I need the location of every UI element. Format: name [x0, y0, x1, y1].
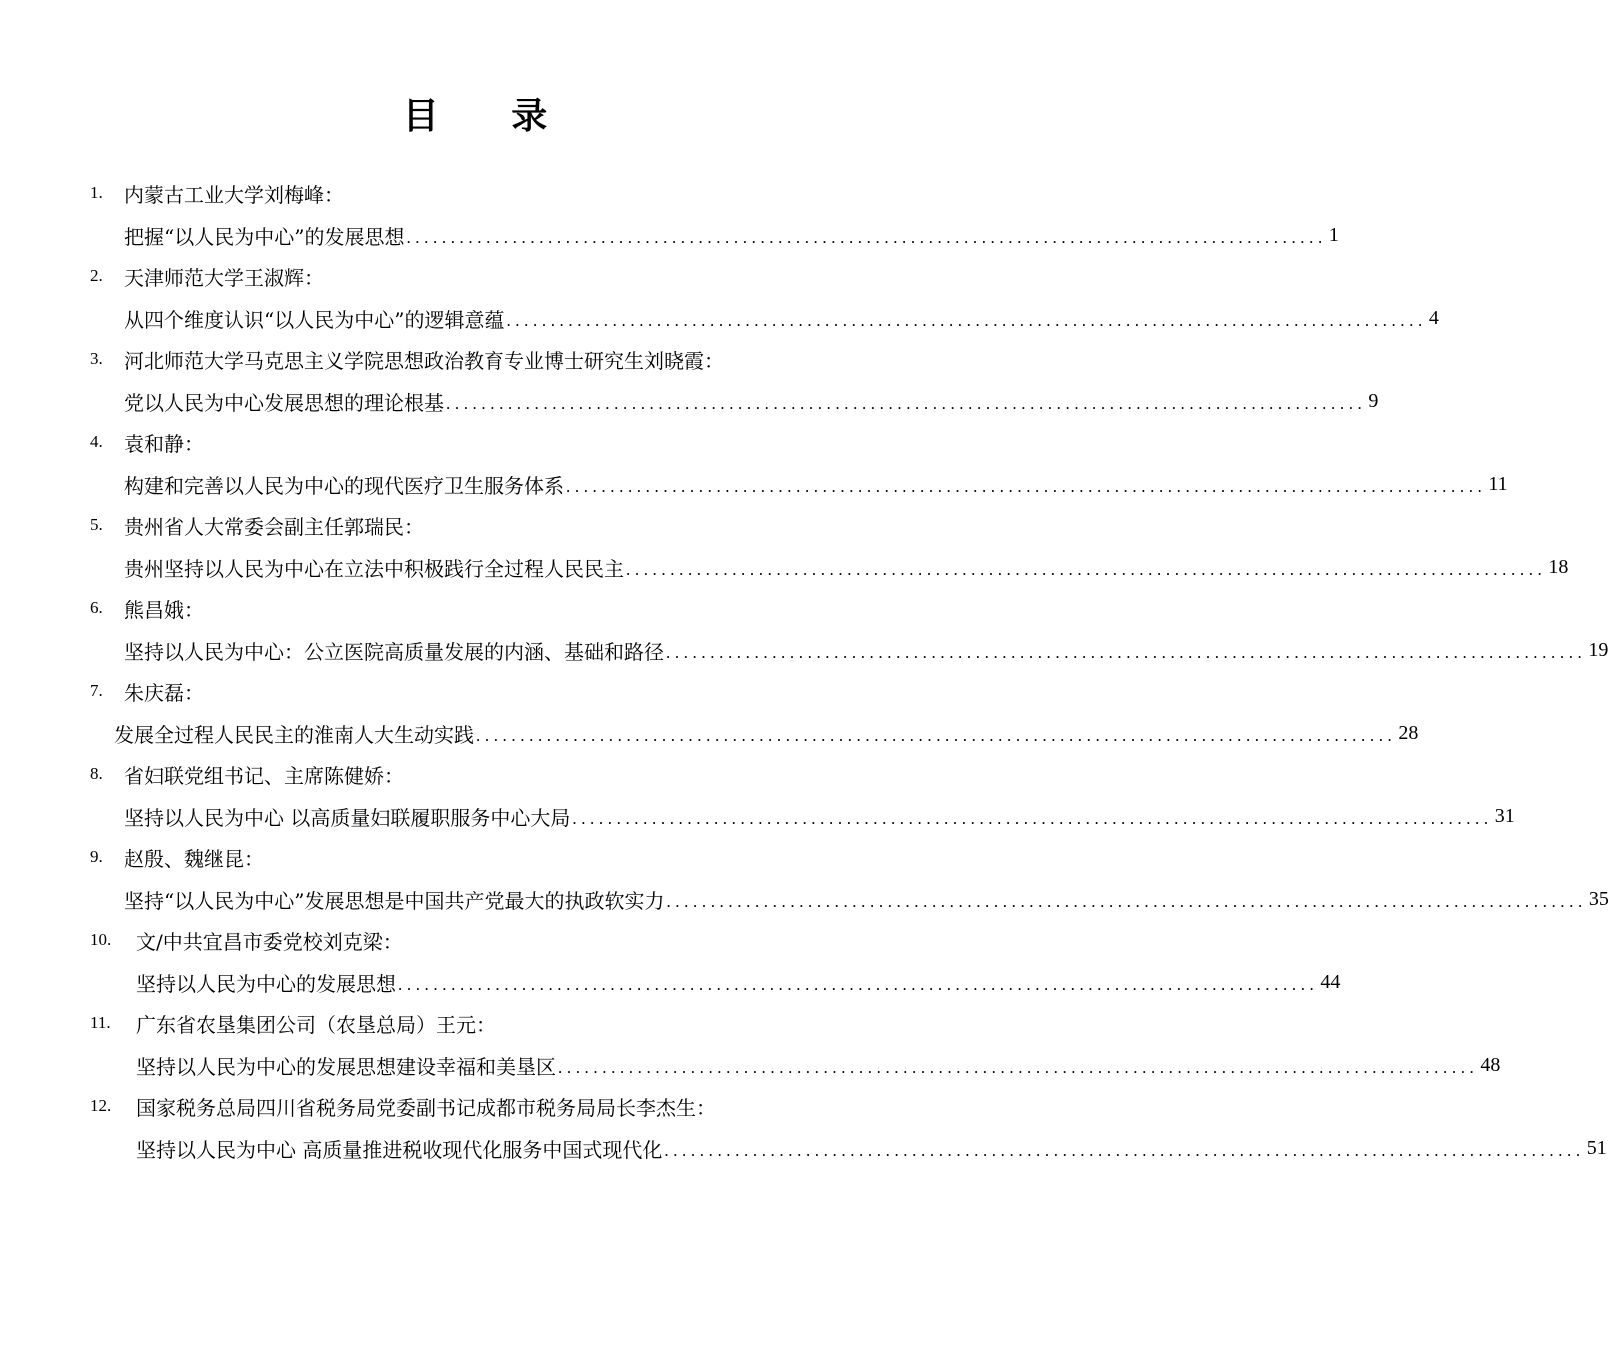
toc-page-number: 44	[1320, 970, 1341, 993]
toc-leader-dots: ........................................................................................................	[398, 975, 1319, 994]
toc-entry-number: 9.	[90, 847, 103, 866]
toc-entry-line[interactable]	[136, 1050, 1501, 1080]
toc-leader-dots: ........................................................................................................	[626, 560, 1547, 579]
toc-entry-author: 广东省农垦集团公司（农垦总局）王元：	[136, 1012, 496, 1037]
toc-entry-line[interactable]	[124, 220, 1339, 250]
toc-page-number: 35	[1588, 887, 1609, 910]
toc-leader-dots: ........................................................................................................	[558, 1058, 1479, 1077]
toc-entry-head	[90, 1091, 716, 1121]
toc-page-number: 9	[1368, 389, 1379, 412]
toc-entry-line[interactable]	[124, 469, 1508, 499]
toc-entry[interactable]	[90, 172, 1339, 255]
toc-entry-title: 坚持以人民为中心的发展思想	[136, 971, 396, 996]
toc-entry-author: 河北师范大学马克思主义学院思想政治教育专业博士研究生刘晓霞：	[124, 348, 724, 373]
toc-entry-head	[90, 344, 724, 374]
toc-entry[interactable]	[90, 587, 1609, 670]
toc-entry-head	[90, 1008, 496, 1038]
toc-entry-title: 从四个维度认识“以人民为中心”的逻辑意蕴	[124, 307, 505, 332]
toc-entry-author: 熊昌娥：	[124, 597, 204, 622]
toc-entry-head	[90, 593, 204, 623]
toc-entry-title: 发展全过程人民民主的淮南人大生动实践	[114, 722, 474, 747]
page-title: 目 录	[402, 96, 578, 137]
toc-leader-dots: ........................................................................................................	[666, 892, 1587, 911]
toc-entry-author: 贵州省人大常委会副主任郭瑞民：	[124, 514, 424, 539]
toc-leader-dots: ........................................................................................................	[406, 228, 1327, 247]
toc-page-number: 28	[1398, 721, 1419, 744]
toc-entry-author: 赵殷、魏继昆：	[124, 846, 264, 871]
toc-page-number: 18	[1548, 555, 1569, 578]
toc-entry-author: 国家税务总局四川省税务局党委副书记成都市税务局局长李杰生：	[136, 1095, 716, 1120]
toc-entry[interactable]	[90, 1002, 1501, 1085]
toc-entry-author: 袁和静：	[124, 431, 204, 456]
toc-entry-number: 1.	[90, 183, 103, 202]
toc-entry-number: 8.	[90, 764, 103, 783]
toc-entry-line[interactable]	[114, 718, 1419, 748]
toc-entry-line[interactable]	[124, 303, 1439, 333]
toc-page-number: 48	[1480, 1053, 1501, 1076]
toc-leader-dots: ........................................................................................................	[664, 1141, 1585, 1160]
toc-entry-author: 天津师范大学王淑辉：	[124, 265, 324, 290]
toc-entry-line[interactable]	[124, 801, 1515, 831]
toc-entry-head	[90, 759, 404, 789]
toc-entry-number: 2.	[90, 266, 103, 285]
toc-entry-author: 省妇联党组书记、主席陈健娇：	[124, 763, 404, 788]
toc-page-number: 19	[1588, 638, 1609, 661]
toc-page-number: 51	[1586, 1136, 1607, 1159]
toc-entry-head	[90, 427, 204, 457]
toc-leader-dots: ........................................................................................................	[572, 809, 1493, 828]
toc-entry-number: 11.	[90, 1013, 111, 1032]
toc-entry-title: 坚持以人民为中心 以高质量妇联履职服务中心大局	[124, 805, 571, 830]
toc-entry-author: 文/中共宜昌市委党校刘克梁：	[136, 929, 403, 954]
toc-leader-dots: ........................................................................................................	[566, 477, 1487, 496]
toc-entry-line[interactable]	[124, 552, 1569, 582]
toc-leader-dots: ........................................................................................................	[446, 394, 1367, 413]
toc-entry-title: 坚持“以人民为中心”发展思想是中国共产党最大的执政软实力	[124, 888, 665, 913]
toc-entry-line[interactable]	[124, 635, 1609, 665]
toc-entry-number: 3.	[90, 349, 103, 368]
toc-entry-title: 坚持以人民为中心 高质量推进税收现代化服务中国式现代化	[136, 1137, 663, 1162]
table-of-contents	[90, 172, 1609, 1168]
toc-entry-title: 坚持以人民为中心：公立医院高质量发展的内涵、基础和路径	[124, 639, 664, 664]
toc-entry-line[interactable]	[136, 1133, 1607, 1163]
toc-entry-title: 构建和完善以人民为中心的现代医疗卫生服务体系	[124, 473, 564, 498]
toc-entry[interactable]	[90, 421, 1508, 504]
toc-entry-number: 10.	[90, 930, 112, 949]
toc-entry[interactable]	[90, 670, 1419, 753]
toc-page-number: 4	[1428, 306, 1439, 329]
toc-entry[interactable]	[90, 836, 1609, 919]
toc-entry[interactable]	[90, 338, 1379, 421]
toc-entry[interactable]	[90, 753, 1515, 836]
toc-entry-author: 内蒙古工业大学刘梅峰：	[124, 182, 344, 207]
toc-entry-number: 12.	[90, 1096, 112, 1115]
toc-entry[interactable]	[90, 255, 1439, 338]
toc-entry[interactable]	[90, 919, 1341, 1002]
toc-leader-dots: ........................................................................................................	[476, 726, 1397, 745]
toc-leader-dots: ........................................................................................................	[666, 643, 1587, 662]
toc-leader-dots: ........................................................................................................	[506, 311, 1427, 330]
toc-page-number: 1	[1328, 223, 1339, 246]
toc-entry-author: 朱庆磊：	[124, 680, 204, 705]
toc-entry-line[interactable]	[136, 967, 1341, 997]
toc-entry-line[interactable]	[124, 884, 1609, 914]
toc-entry-head	[90, 261, 324, 291]
toc-entry-head	[90, 178, 344, 208]
toc-entry-title: 贵州坚持以人民为中心在立法中积极践行全过程人民民主	[124, 556, 624, 581]
toc-entry[interactable]	[90, 504, 1569, 587]
toc-page-number: 11	[1488, 472, 1508, 495]
toc-entry-number: 7.	[90, 681, 103, 700]
toc-entry-head	[90, 510, 424, 540]
toc-entry-head	[90, 842, 264, 872]
toc-entry-head	[90, 925, 403, 955]
toc-page-number: 31	[1494, 804, 1515, 827]
toc-entry-title: 把握“以人民为中心”的发展思想	[124, 224, 405, 249]
toc-entry-number: 6.	[90, 598, 103, 617]
toc-entry-title: 党以人民为中心发展思想的理论根基	[124, 390, 444, 415]
toc-entry-line[interactable]	[124, 386, 1379, 416]
toc-entry-number: 5.	[90, 515, 103, 534]
toc-entry-number: 4.	[90, 432, 103, 451]
toc-entry[interactable]	[90, 1085, 1607, 1168]
toc-entry-head	[90, 676, 204, 706]
toc-entry-title: 坚持以人民为中心的发展思想建设幸福和美垦区	[136, 1054, 556, 1079]
